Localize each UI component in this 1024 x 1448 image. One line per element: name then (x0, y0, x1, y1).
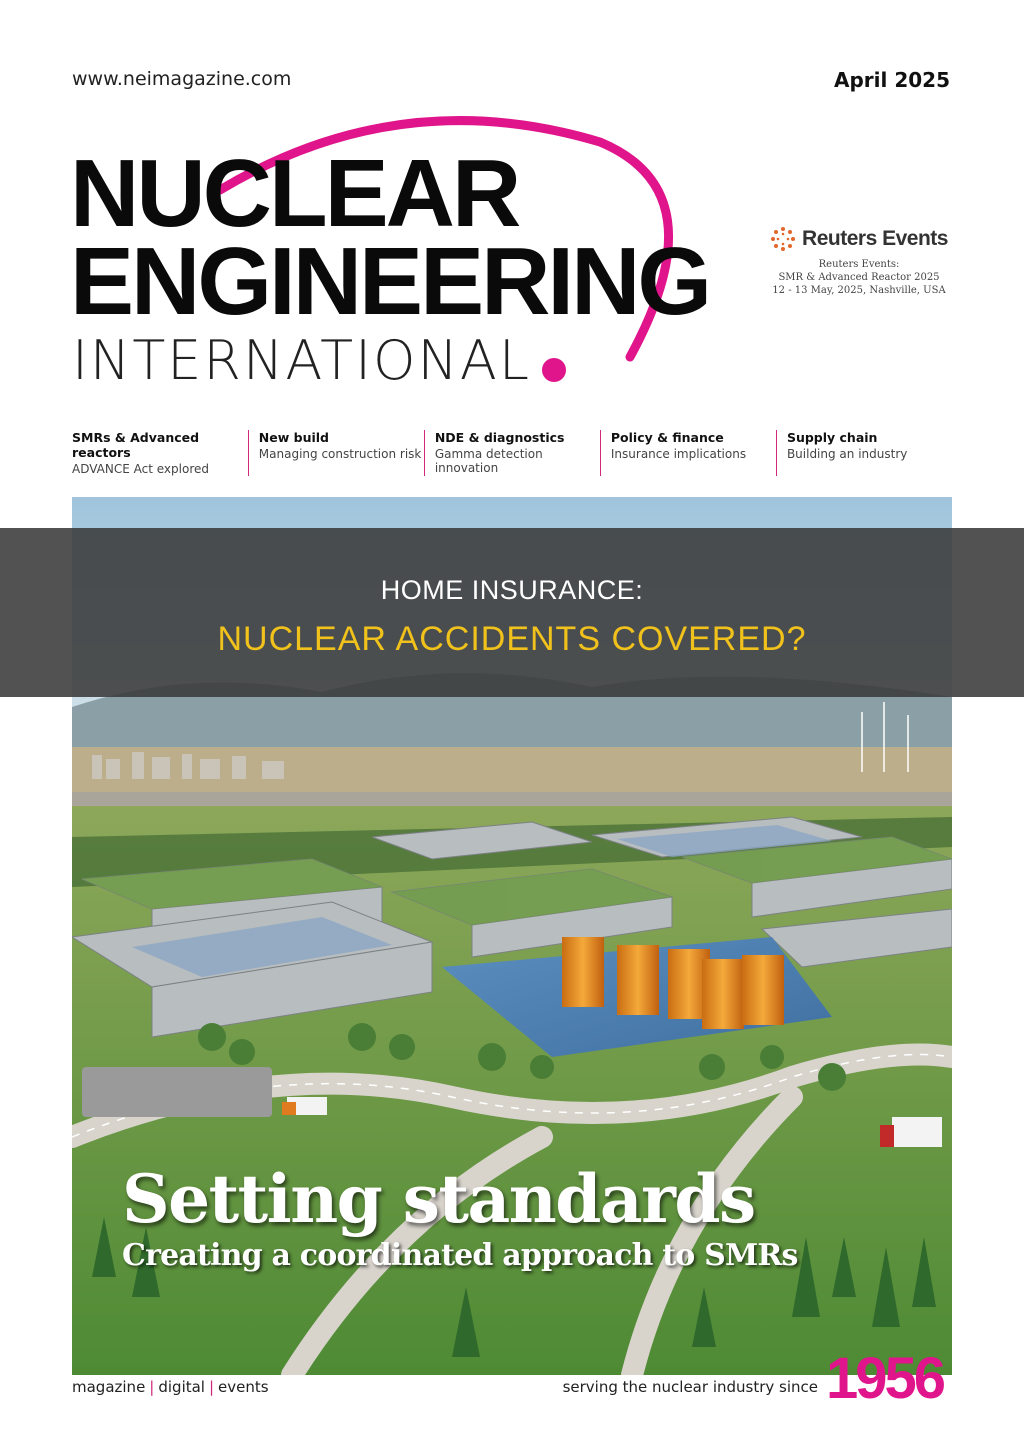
event-promo[interactable] (764, 226, 954, 297)
reuters-brand-name: Reuters Events (802, 227, 948, 250)
article-title-banner (0, 528, 1024, 697)
nav-item-subtitle: Building an industry (786, 447, 908, 461)
contents-nav (72, 430, 952, 476)
footer-channels (72, 1378, 269, 1396)
footer-channel-magazine[interactable]: magazine (72, 1378, 146, 1396)
event-name: SMR & Advanced Reactor 2025 (778, 272, 940, 283)
article-title-line2: NUCLEAR ACCIDENTS COVERED? (217, 620, 807, 658)
footer-channel-digital[interactable]: digital (158, 1378, 205, 1396)
nav-item-subtitle: Insurance implications (610, 447, 747, 461)
website-url: www.neimagazine.com (72, 68, 292, 90)
footer-separator: | (149, 1378, 155, 1396)
event-label: Reuters Events: (818, 259, 900, 270)
masthead-title-line3: INTERNATIONAL (72, 329, 531, 392)
nav-item-policy[interactable] (600, 430, 776, 476)
nav-item-subtitle: Gamma detection innovation (434, 447, 543, 475)
article-title-line1: HOME INSURANCE: (380, 575, 644, 605)
reuters-dots-icon (770, 226, 796, 252)
nav-item-title: New build (258, 430, 329, 445)
nav-item-subtitle: ADVANCE Act explored (72, 462, 209, 476)
founding-year: 1956 (826, 1346, 944, 1411)
nav-item-title: NDE & diagnostics (434, 430, 565, 445)
footer-tagline: serving the nuclear industry since (562, 1378, 818, 1396)
issue-date: April 2025 (834, 68, 950, 92)
reuters-logo (764, 226, 954, 252)
masthead-title-line1: NUCLEAR (70, 140, 519, 247)
cover-subhead: Creating a coordinated approach to SMRs (122, 1238, 798, 1273)
nav-item-subtitle: Managing construction risk (258, 447, 422, 461)
footer-channel-events[interactable]: events (218, 1378, 269, 1396)
masthead (70, 112, 770, 392)
nav-item-title: SMRs & Advanced reactors (72, 430, 200, 460)
masthead-title-line2: ENGINEERING (70, 228, 710, 335)
event-date-location: 12 - 13 May, 2025, Nashville, USA (772, 285, 946, 296)
nav-item-nde[interactable] (424, 430, 600, 476)
footer-separator: | (208, 1378, 215, 1396)
nav-item-title: Policy & finance (610, 430, 724, 445)
nav-item-smrs[interactable] (72, 430, 248, 476)
nav-item-new-build[interactable] (248, 430, 424, 476)
nav-item-title: Supply chain (786, 430, 878, 445)
nav-item-supply-chain[interactable] (776, 430, 952, 476)
cover-headline: Setting standards (122, 1160, 755, 1238)
